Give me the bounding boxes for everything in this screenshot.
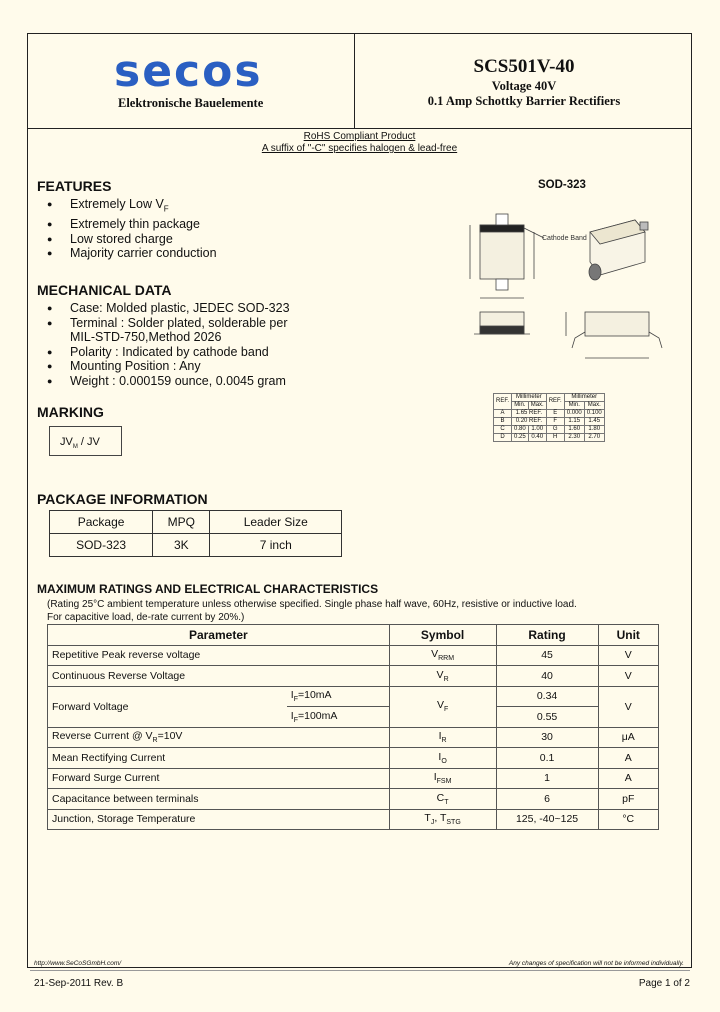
table-header: Unit [598,625,658,646]
table-row [48,625,659,646]
ratings-note-1: (Rating 25°C ambient temperature unless otherwise specified. Single phase half wave, 60Hz, resistive or inductive load. [47,599,577,610]
package-drawing-title: SOD-323 [538,179,586,191]
table-row: Junction, Storage Temperature $T_J$, $T_{STG}$ 125, -40~125 °C [48,809,659,830]
footer-url[interactable]: http://www.SeCoSGmbH.com/ [34,960,122,967]
bullet-icon: ● [47,361,53,371]
table-row: A 1.65 REF. E 0.000 0.100 [494,410,605,418]
package-info-heading: PACKAGE INFORMATION [37,491,208,507]
header-divider-horizontal [27,128,692,129]
table-header: Millimeter [564,394,604,402]
bullet-icon: ● [47,346,53,357]
package-outline-drawing [460,200,670,390]
rohs-line-1: RoHS Compliant Product [303,131,416,142]
table-row: Repetitive Peak reverse voltage $V_{RRM}$ 45 V [48,645,659,666]
table-row: B 0.20 REF. F 1.15 1.45 [494,418,605,426]
list-item: ● Polarity : Indicated by cathode band [47,344,269,359]
table-row: Forward Voltage $I_F=10mA$ $V_F$ 0.34 V [48,686,659,707]
table-row: D 0.25 0.40 H 2.30 2.70 [494,434,605,442]
footer-notice: Any changes of specification will not be informed individually. [508,960,684,967]
table-cell: SOD-323 [50,534,153,557]
list-item: ● Case: Molded plastic, JEDEC SOD-323 [47,301,290,315]
features-heading: FEATURES [37,178,112,194]
revision-date: 21-Sep-2011 Rev. B [34,978,124,989]
list-item: ● Majority carrier conduction [47,246,217,260]
dimension-table [493,393,605,442]
table-header: Rating [496,625,598,646]
mechanical-heading: MECHANICAL DATA [37,282,172,298]
company-tagline: Elektronische Bauelemente [118,96,264,110]
table-header: Symbol [389,625,496,646]
bullet-icon: ● [47,219,53,229]
table-header: Leader Size [210,511,342,534]
footer-divider [30,970,690,971]
part-number: SCS501V-40 [473,56,575,77]
table-row: $I_F=100mA$ 0.55 [48,707,659,728]
table-row [50,511,342,534]
marking-box: $JV_M$ / JV [49,426,122,456]
header-divider-vertical [354,33,355,129]
voltage-rating: Voltage 40V [491,79,557,93]
cathode-band-label: Cathode Band [542,235,587,242]
bullet-icon: ● [47,317,53,328]
ratings-note-2: For capacitive load, de-rate current by 20%.) [47,612,245,623]
table-header: Min. [564,402,584,410]
table-row [50,534,342,557]
features-list [47,197,217,261]
table-row [494,394,605,402]
table-row: C 0.80 1.00 G 1.60 1.80 [494,426,605,434]
list-item: ● Weight : 0.000159 ounce, 0.0045 gram [47,373,286,388]
bullet-icon: ● [47,248,53,258]
mechanical-list [47,301,290,388]
list-item: ● Terminal : Solder plated, solderable per MIL-STD-750,Method 2026 [47,315,288,344]
product-description: 0.1 Amp Schottky Barrier Rectifiers [427,94,621,108]
table-row: Continuous Reverse Voltage $V_R$ 40 V [48,666,659,687]
bullet-icon: ● [47,303,53,313]
table-row: Mean Rectifying Current $I_O$ 0.1 A [48,748,659,769]
table-cell: 3K [153,534,210,557]
list-item: ● Low stored charge [47,231,173,246]
table-header: Parameter [48,625,390,646]
table-header: Max. [584,402,604,410]
table-header: Millimeter [512,394,547,402]
table-row: Capacitance between terminals $C_T$ 6 pF [48,789,659,810]
table-row: Reverse Current @ $V_R=10V$ $I_R$ 30 μA [48,727,659,748]
ratings-table [47,624,659,830]
table-header: Min. [512,402,529,410]
list-item: ● Extremely thin package [47,217,200,231]
table-header: REF. [494,394,512,410]
list-item: ● Extremely Low $V_F$ [47,197,169,214]
table-cell: 7 inch [210,534,342,557]
table-header: Package [50,511,153,534]
table-header: Max. [528,402,546,410]
table-header: MPQ [153,511,210,534]
bullet-icon: ● [47,233,53,244]
page-number: Page 1 of 2 [638,978,690,989]
list-item: ● Mounting Position : Any [47,359,201,373]
ratings-heading: MAXIMUM RATINGS AND ELECTRICAL CHARACTERISTICS [37,582,379,596]
bullet-icon: ● [47,199,53,209]
company-logo: secos [114,46,263,97]
bullet-icon: ● [47,375,53,386]
table-header: REF. [546,394,564,410]
rohs-line-2: A suffix of "-C" specifies halogen & lead-free [261,143,458,154]
table-row: Forward Surge Current $I_{FSM}$ 1 A [48,768,659,789]
package-info-table [49,510,342,557]
marking-heading: MARKING [37,404,104,420]
